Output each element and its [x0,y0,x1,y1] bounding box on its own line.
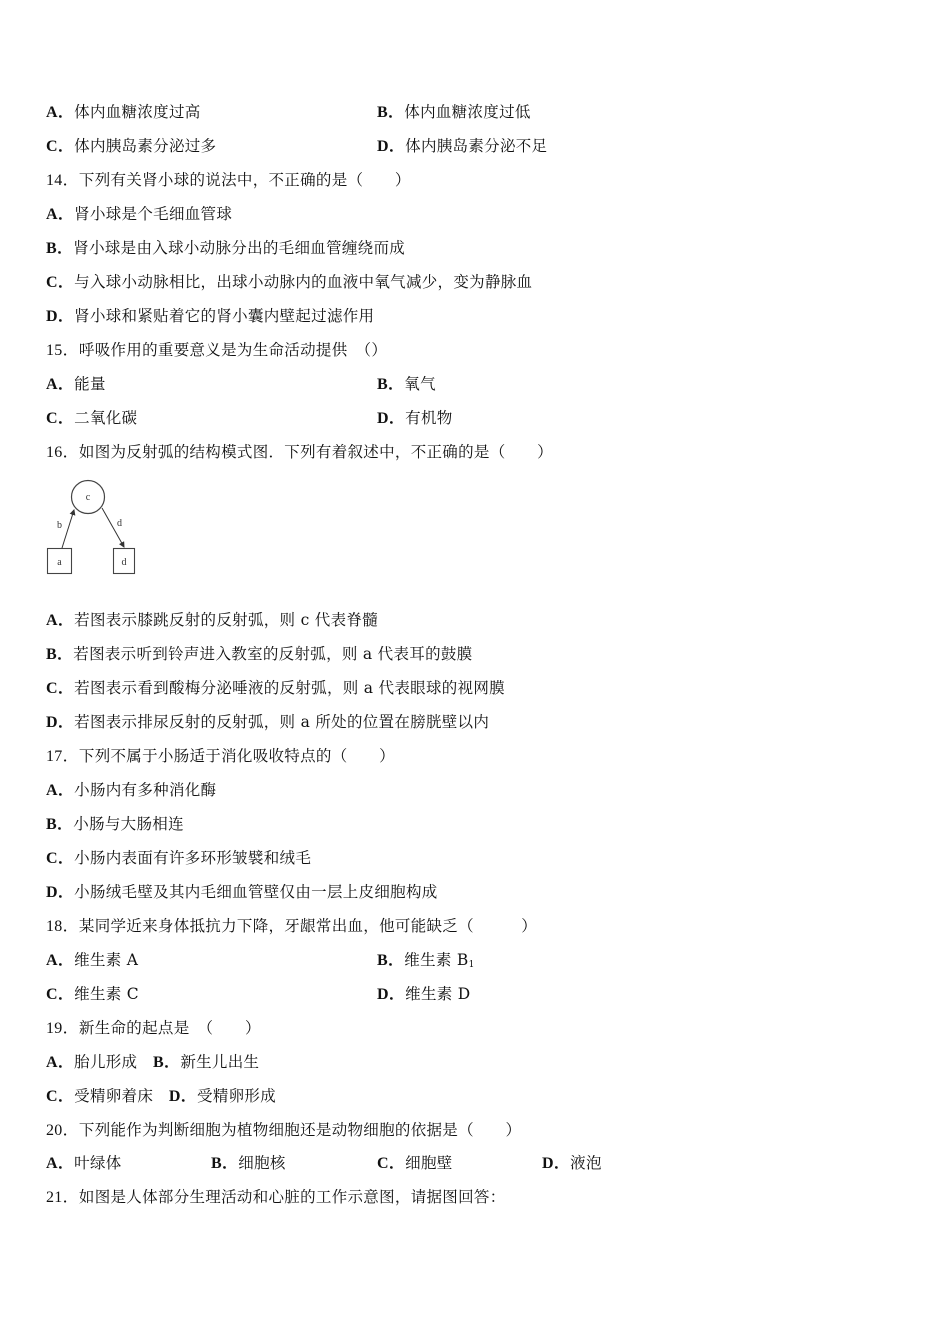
q17-option-b [46,813,184,835]
option-label: B． [377,376,405,393]
q19-option-a [46,1051,137,1074]
option-text: 氧气 [404,375,436,393]
q14-option-d [46,305,374,327]
option-label: A． [46,376,75,393]
q19-option-c [46,1085,153,1108]
option-text: 小肠内有多种消化酶 [74,781,217,799]
q16-option-d [46,711,489,733]
option-label: A． [46,206,75,223]
q15-option-b [377,373,436,396]
option-label: B． [46,816,74,833]
question-number: 15． [46,342,79,359]
option-text: 有机物 [405,409,453,427]
q20-option-b [211,1152,286,1175]
option-label: A． [46,1054,75,1071]
option-label: D． [542,1155,571,1172]
arrow-label-d: d [117,518,122,529]
option-label: B． [211,1155,239,1172]
option-label: C． [377,1155,406,1172]
q19-stem [46,1017,261,1039]
option-text: 新生儿出生 [180,1053,260,1071]
option-label: D． [46,308,75,325]
q18-option-d [377,983,471,1006]
option-text: 小肠与大肠相连 [73,815,184,833]
option-text: 细胞核 [238,1154,286,1172]
node-label-a: a [57,557,62,568]
question-text: 下列不属于小肠适于消化吸收特点的（ ） [78,747,395,765]
option-text: 若图表示膝跳反射的反射弧，则 c 代表脊髓 [74,611,378,629]
option-label: C． [46,850,75,867]
question-number: 19． [46,1020,79,1037]
option-text: 小肠绒毛壁及其内毛细血管壁仅由一层上皮细胞构成 [74,883,438,901]
q18-stem [46,915,537,937]
q20-option-d [542,1152,602,1175]
question-text: 如图为反射弧的结构模式图．下列有着叙述中，不正确的是（ ） [78,443,553,461]
option-text: 叶绿体 [74,1154,122,1172]
q14-stem [46,169,411,191]
option-label: C． [46,1088,75,1105]
question-text: 呼吸作用的重要意义是为生命活动提供 （） [78,341,388,359]
q14-option-c [46,271,532,293]
option-label: D． [377,138,406,155]
q20-stem [46,1119,521,1141]
receptor-box [48,549,72,574]
q17-option-a [46,779,216,801]
option-text: 若图表示看到酸梅分泌唾液的反射弧，则 a 代表眼球的视网膜 [74,679,505,697]
option-text: 肾小球是由入球小动脉分出的毛细血管缠绕而成 [73,239,406,257]
afferent-arrow [62,510,74,548]
q19-options-row-1 [46,1051,259,1073]
q18-option-b [377,949,475,976]
option-label: D． [46,714,75,731]
question-text: 某同学近来身体抵抗力下降，牙龈常出血，他可能缺乏（ ） [78,917,538,935]
q13-option-b [377,101,531,124]
q13-option-a [46,101,201,124]
option-label: B． [377,104,405,121]
option-text: 受精卵形成 [197,1087,277,1105]
q19-option-d [169,1085,276,1108]
q16-option-b [46,643,472,665]
option-label: B． [377,952,405,969]
option-label: B． [46,240,74,257]
option-label: D． [168,1088,198,1105]
q19-option-b [153,1051,259,1074]
q15-option-d [377,407,453,430]
q13-option-d [377,135,547,158]
option-label: C． [46,986,75,1003]
arrow-label-b: b [57,520,62,531]
option-text: 体内血糖浓度过高 [74,103,201,121]
effector-box [114,549,135,574]
option-text: 若图表示排尿反射的反射弧，则 a 所处的位置在膀胱壁以内 [74,713,490,731]
q15-stem [46,339,387,361]
nerve-center-circle [72,481,105,514]
q21-stem [46,1186,506,1208]
reflex-arc-diagram [40,470,150,580]
option-text: 液泡 [570,1154,602,1172]
option-label: A． [46,1155,75,1172]
question-text: 下列有关肾小球的说法中，不正确的是（ ） [78,171,411,189]
option-text: 维生素 C [74,985,139,1003]
option-text: 维生素 A [74,951,139,969]
subscript: 1 [468,960,475,970]
option-label: A． [46,612,75,629]
option-label: C． [46,680,75,697]
option-text: 二氧化碳 [74,409,138,427]
q20-option-a [46,1152,122,1175]
option-text: 与入球小动脉相比，出球小动脉内的血液中氧气减少，变为静脉血 [74,273,533,291]
option-label: C． [46,138,75,155]
q17-option-c [46,847,311,869]
option-label: D． [377,986,406,1003]
option-text: 胎儿形成 [74,1053,138,1071]
question-text: 下列能作为判断细胞为植物细胞还是动物细胞的依据是（ ） [78,1121,522,1139]
option-label: D． [46,884,75,901]
q14-option-b [46,237,405,259]
q13-option-c [46,135,216,158]
node-label-d: d [121,557,127,568]
q16-stem [46,441,553,463]
question-text: 如图是人体部分生理活动和心脏的工作示意图，请据图回答： [78,1188,506,1206]
option-text: 体内血糖浓度过低 [404,103,531,121]
option-label: C． [46,410,75,427]
option-label: B． [153,1054,181,1071]
q20-option-c [377,1152,453,1175]
option-text: 体内胰岛素分泌不足 [405,137,548,155]
option-text: 肾小球和紧贴着它的肾小囊内壁起过滤作用 [74,307,375,325]
question-number: 18． [46,918,79,935]
option-text: 细胞壁 [405,1154,453,1172]
q17-stem [46,745,395,767]
option-text: 维生素 B [404,951,469,969]
option-label: C． [46,274,75,291]
option-label: A． [46,782,75,799]
question-number: 21． [46,1189,79,1206]
node-label-c: c [85,492,91,503]
option-label: B． [46,646,74,663]
option-label: D． [377,410,406,427]
option-text: 维生素 D [405,985,471,1003]
question-number: 16． [46,444,79,461]
q18-option-a [46,949,138,972]
question-number: 14． [46,172,79,189]
q19-options-row-2 [46,1085,276,1107]
q15-option-c [46,407,137,430]
option-text: 若图表示听到铃声进入教室的反射弧，则 a 代表耳的鼓膜 [73,645,473,663]
option-text: 受精卵着床 [74,1087,154,1105]
option-text: 肾小球是个毛细血管球 [74,205,233,223]
q16-option-a [46,609,378,631]
question-text: 新生命的起点是 （ ） [78,1019,261,1037]
q17-option-d [46,881,438,903]
q14-option-a [46,203,232,225]
q15-option-a [46,373,106,396]
option-text: 能量 [74,375,106,393]
option-text: 体内胰岛素分泌过多 [74,137,217,155]
question-number: 17． [46,748,79,765]
q16-option-c [46,677,505,699]
option-label: A． [46,952,75,969]
option-label: A． [46,104,75,121]
question-number: 20． [46,1122,79,1139]
option-text: 小肠内表面有许多环形皱襞和绒毛 [74,849,312,867]
q18-option-c [46,983,139,1006]
